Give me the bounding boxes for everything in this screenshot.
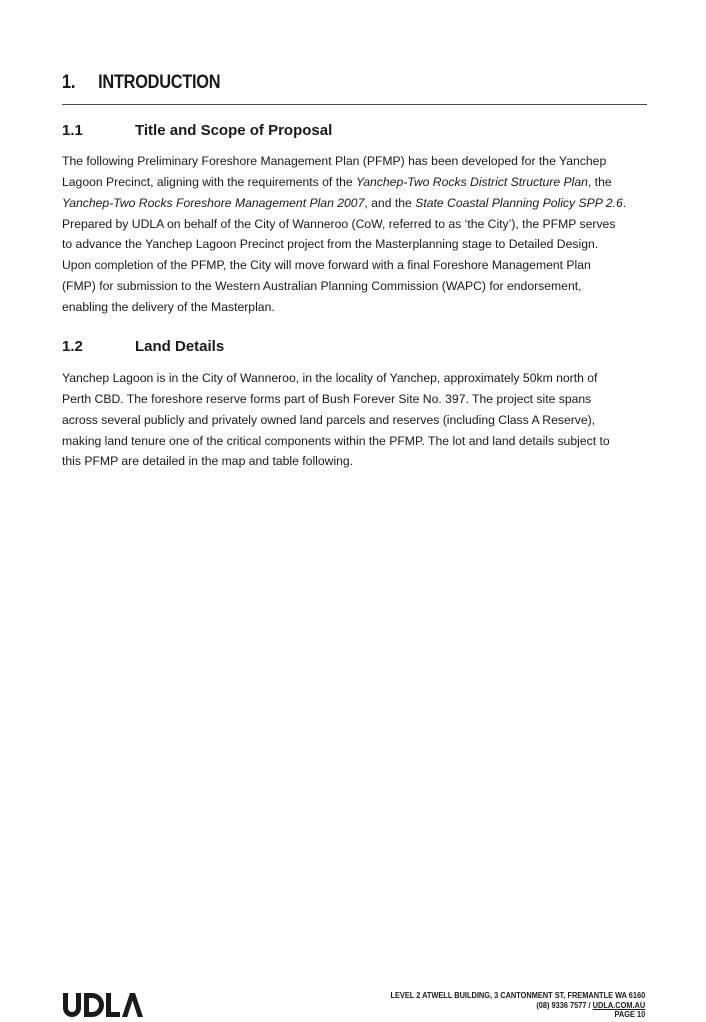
- paragraph-line: [62, 193, 647, 214]
- body-text: across several publicly and privately owned land parcels and reserves (including Class A Reserve),: [62, 412, 596, 427]
- body-text: enabling the delivery of the Masterplan.: [62, 299, 275, 314]
- subsection-number: 1.1: [62, 122, 83, 139]
- body-text: (FMP) for submission to the Western Australian Planning Commission (WAPC) for endorsement,: [62, 279, 582, 294]
- body-text: , and the: [364, 195, 416, 210]
- footer-separator: /: [586, 999, 593, 1010]
- section-title: INTRODUCTION: [98, 72, 221, 93]
- paragraph-line: [62, 451, 647, 472]
- footer-page-number: PAGE 10: [614, 1009, 645, 1020]
- body-text: The following Preliminary Foreshore Management Plan (PFMP) has been developed for the Yanchep: [62, 154, 607, 168]
- page-footer: [390, 991, 645, 1020]
- paragraph-land-details: [62, 368, 647, 472]
- subsection-heading-1-2: [62, 338, 647, 355]
- body-text: Upon completion of the PFMP, the City will move forward with a final Foreshore Management Plan: [62, 258, 591, 273]
- body-text: Yanchep Lagoon is in the City of Wanneroo, in the locality of Yanchep, approximately 50km north of: [62, 371, 598, 385]
- subsection-number: 1.2: [62, 338, 83, 355]
- footer-contact: [390, 1001, 645, 1011]
- paragraph-line: [62, 151, 647, 172]
- subsection-title: Land Details: [135, 338, 225, 355]
- paragraph-line: [62, 431, 647, 452]
- paragraph-line: [62, 234, 647, 255]
- footer-website-link[interactable]: UDLA.COM.AU: [592, 999, 645, 1010]
- body-text: Lagoon Precinct, aligning with the requirements of the: [62, 174, 357, 189]
- section-heading: [62, 72, 565, 94]
- body-text: Prepared by UDLA on behalf of the City of Wanneroo (CoW, referred to as ‘the City’), the PFMP serves: [62, 216, 616, 231]
- italic-title-text: Yanchep-Two Rocks Foreshore Management Plan 2007: [62, 195, 365, 210]
- paragraph-line: [62, 214, 647, 235]
- body-text: making land tenure one of the critical components within the PFMP. The lot and land details subject to: [62, 433, 610, 448]
- paragraph-line: [62, 389, 647, 410]
- body-text: , the: [587, 174, 612, 189]
- body-text: Perth CBD. The foreshore reserve forms part of Bush Forever Site No. 397. The project site spans: [62, 391, 592, 406]
- paragraph-line: [62, 410, 647, 431]
- paragraph-title-and-scope: [62, 151, 647, 318]
- paragraph-line: [62, 276, 647, 297]
- subsection-heading-1-1: [62, 122, 647, 139]
- heading-divider: [62, 104, 647, 105]
- paragraph-line: [62, 368, 647, 389]
- section-number: 1.: [62, 72, 76, 93]
- udla-logo: [62, 990, 144, 1020]
- paragraph-line: [62, 172, 647, 193]
- body-text: this PFMP are detailed in the map and table following.: [62, 454, 354, 469]
- body-text: to advance the Yanchep Lagoon Precinct project from the Masterplanning stage to Detailed Design.: [62, 237, 599, 252]
- italic-title-text: Yanchep-Two Rocks District Structure Plan: [356, 174, 588, 189]
- paragraph-line: [62, 255, 647, 276]
- footer-address: LEVEL 2 ATWELL BUILDING, 3 CANTONMENT ST, FREMANTLE WA 6160: [390, 990, 645, 1000]
- body-text: .: [622, 195, 627, 210]
- footer-phone: (08) 9336 7577: [536, 999, 587, 1010]
- subsection-title: Title and Scope of Proposal: [135, 122, 333, 139]
- paragraph-line: [62, 297, 647, 318]
- italic-title-text: State Coastal Planning Policy SPP 2.6: [415, 195, 623, 210]
